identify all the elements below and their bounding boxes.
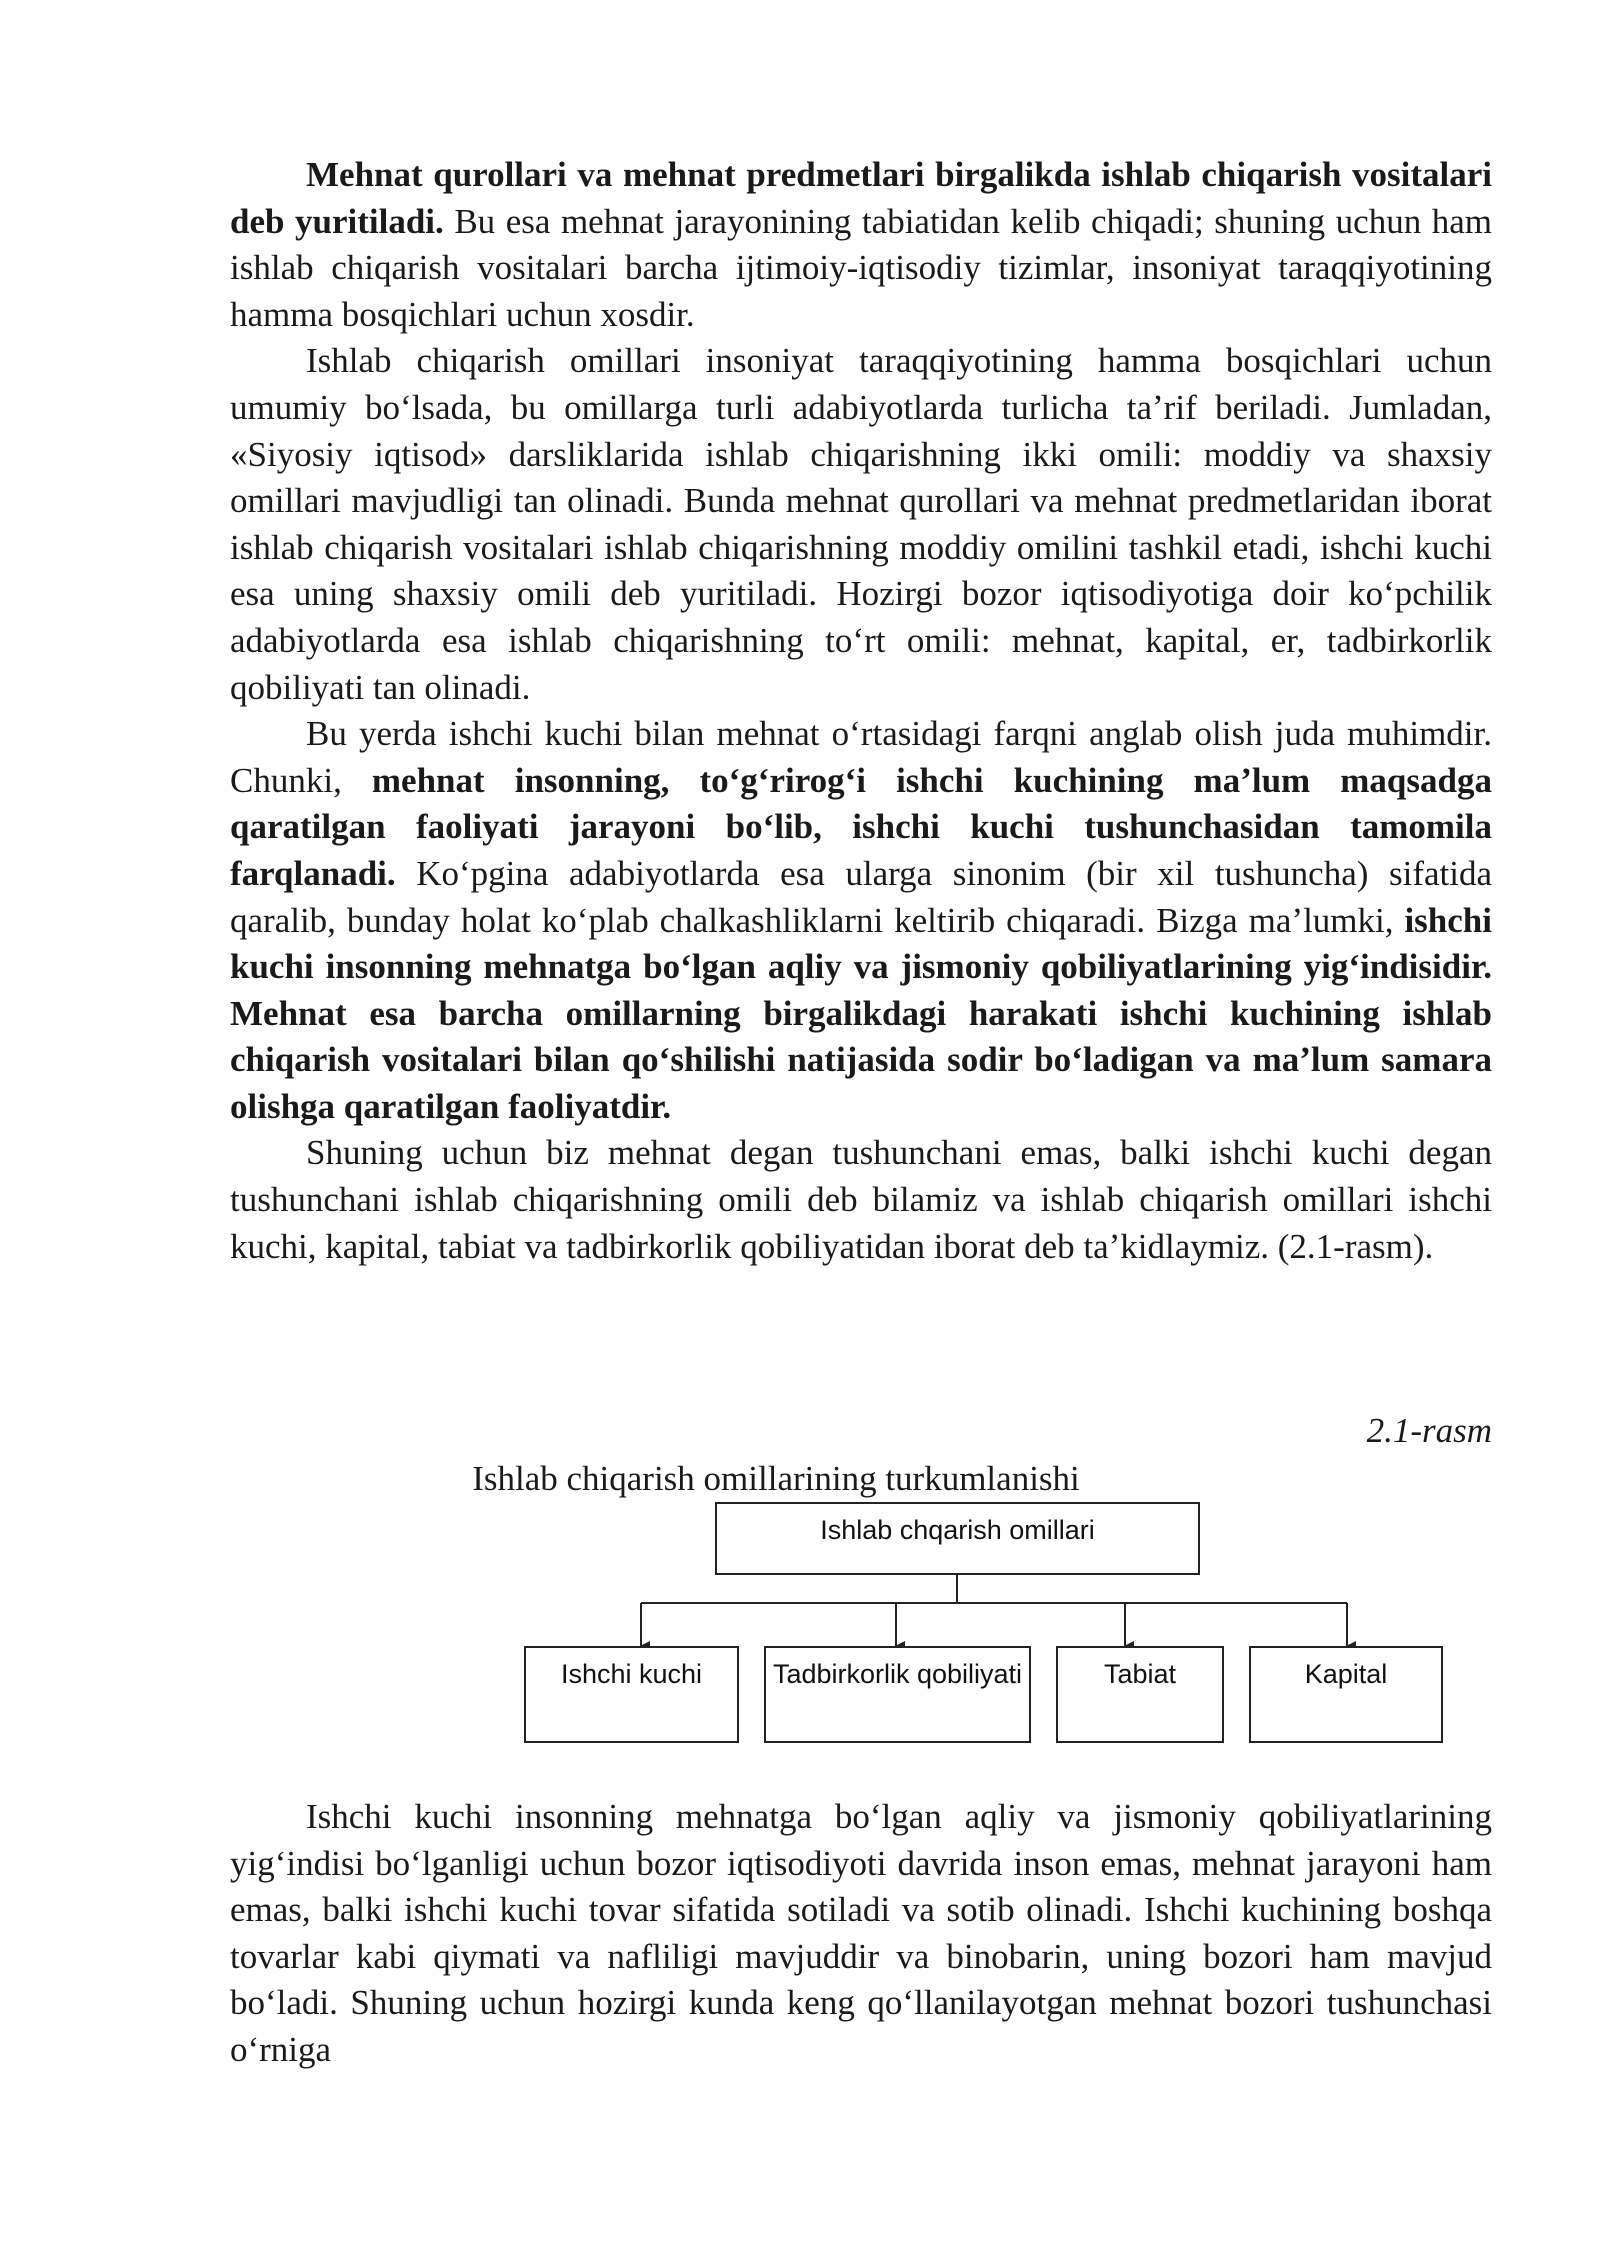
text-span: Shuning uchun biz mehnat degan tushunchani emas, balki ishchi kuchi degan tushunchani ishlab chiqarishning omili deb bilamiz va ishlab chiqarish omillari ishchi kuchi, kapital, tabiat va tadbirkorlik qobiliyatidan iborat deb taʼkidlaymiz. (2.1-rasm). — [230, 1133, 1492, 1266]
bold-text: Mehnat qurollari va mehnat predmetlari birgalikda ishlab chiqarish vositalari deb yuritiladi. — [230, 155, 1492, 241]
figure-title-wrap — [230, 1456, 1492, 1502]
diagram-child-box: Tabiat — [1056, 1646, 1224, 1743]
text-span: Ishchi kuchi insonning mehnatga boʻlgan aqliy va jismoniy qobiliyatlarining yigʻindisi boʻlganligi uchun bozor iqtisodiyoti davrida inson emas, mehnat jarayoni ham emas, balki ishchi kuchi tovar sifatida sotiladi va sotib olinadi. Ishchi kuchining boshqa tovarlar kabi qiymati va nafliligi mavjuddir va binobarin, uning bozori ham mavjud boʻladi. Shuning uchun hozirgi kunda keng qoʻllanilayotgan mehnat bozori tushunchasi oʻrniga — [230, 1797, 1492, 2069]
bold-text: ishchi kuchi insonning mehnatga boʻlgan aqliy va jismoniy qobiliyatlarining yigʻindisidir. Mehnat esa barcha omillarning birgalikdagi harakati ishchi kuchining ishlab chiqarish vositalari bilan qoʻshilishi natijasida sodir boʻladigan va maʼlum samara olishga qaratilgan faoliyatdir. — [230, 900, 1492, 1126]
text-span: Koʻpgina adabiyotlarda esa ularga sinonim (bir xil tushuncha) sifatida qaralib, bunday holat koʻplab chalkashliklarni keltirib chiqaradi. Bizga maʼlumki, — [230, 853, 1492, 940]
text-span: Bu esa mehnat jarayonining tabiatidan kelib chiqadi; shuning uchun ham ishlab chiqarish vositalari barcha ijtimoiy-iqtisodiy tizimlar, insoniyat taraqqiyotining hamma bosqichlari uchun xosdir. — [230, 201, 1493, 334]
text-block-bottom — [230, 1794, 1492, 2074]
bold-text: mehnat insonning, toʻgʻrirogʻi ishchi kuchining maʼlum maqsadga qaratilgan faoliyati jarayoni boʻlib, ishchi kuchi tushunchasidan tamomila farqlanadi. — [230, 760, 1492, 893]
paragraph — [230, 1794, 1492, 2074]
diagram-child-box: Kapital — [1249, 1646, 1443, 1743]
text-block-top — [230, 152, 1492, 1270]
text-span: Bu yerda ishchi kuchi bilan mehnat oʻrtasidagi farqni anglab olish juda muhimdir. Chunki, — [230, 714, 1492, 800]
paragraph — [230, 338, 1492, 711]
figure-title: Ishlab chiqarish omillarining turkumlanishi — [472, 1459, 1080, 1498]
paragraph — [230, 152, 1492, 338]
figure-label: 2.1-rasm — [1366, 1411, 1492, 1450]
diagram-child-box: Ishchi kuchi — [524, 1646, 739, 1743]
diagram-root-box: Ishlab chqarish omillari — [715, 1502, 1200, 1575]
text-span: Ishlab chiqarish omillari insoniyat taraqqiyotining hamma bosqichlari uchun umumiy boʻlsada, bu omillarga turli adabiyotlarda turlicha taʼrif beriladi. Jumladan, «Siyosiy iqtisod» darsliklarida ishlab chiqarishning ikki omili: moddiy va shaxsiy omillari mavjudligi tan olinadi. Bunda mehnat qurollari va mehnat predmetlaridan iborat ishlab chiqarish vositalari ishlab chiqarishning moddiy omilini tashkil etadi, ishchi kuchi esa uning shaxsiy omili deb yuritiladi. Hozirgi bozor iqtisodiyotiga doir koʻpchilik adabiyotlarda esa ishlab chiqarishning toʻrt omili: mehnat, kapital, er, tadbirkorlik qobiliyati tan olinadi. — [230, 341, 1492, 707]
paragraph — [230, 711, 1492, 1130]
diagram-child-box: Tadbirkorlik qobiliyati — [764, 1646, 1031, 1743]
paragraph — [230, 1130, 1492, 1270]
